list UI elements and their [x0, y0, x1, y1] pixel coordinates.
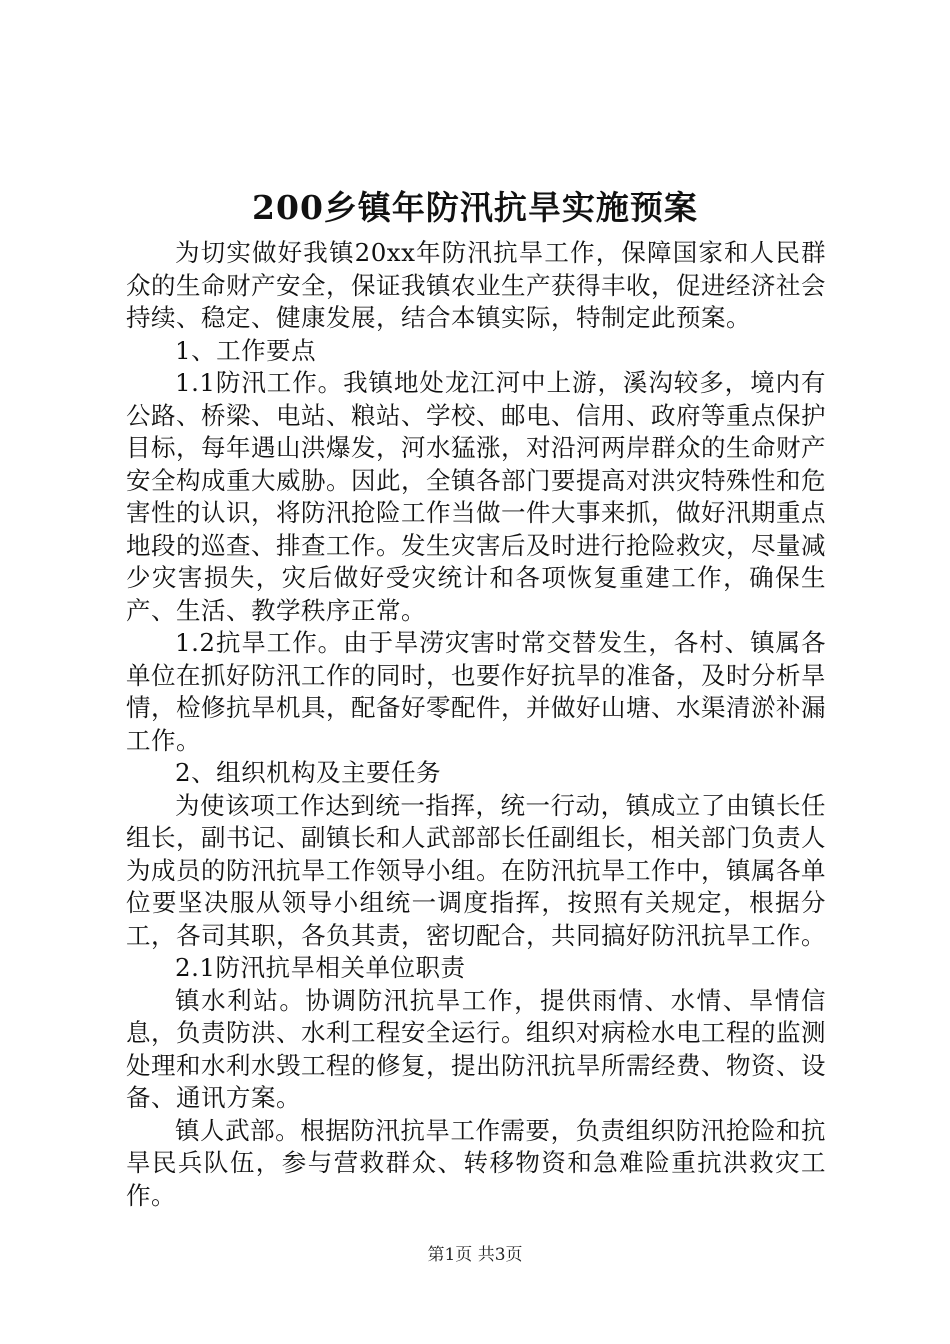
section-heading-organization: 2、组织机构及主要任务 — [175, 758, 442, 787]
paragraph-intro: 为切实做好我镇20xx年防汛抗旱工作，保障国家和人民群众的生命财产安全，保证我镇农业生产获得丰收，促进经济社会持续、稳定、健康发展，结合本镇实际，特制定此预案。 — [126, 238, 826, 332]
page-footer: 第1页 共3页 — [427, 1245, 523, 1265]
document-title: 200乡镇年防汛抗旱实施预案 — [252, 188, 698, 227]
document-body — [126, 237, 826, 1212]
paragraph-organization: 为使该项工作达到统一指挥，统一行动，镇成立了由镇长任组长，副书记、副镇长和人武部部长任副组长，相关部门负责人为成员的防汛抗旱工作领导小组。在防汛抗旱工作中，镇属各单位要坚决服从领导小组统一调度指挥，按照有关规定，根据分工，各司其职，各负其责，密切配合，共同搞好防汛抗旱工作。 — [126, 790, 826, 950]
section-heading-unit-duties: 2.1防汛抗旱相关单位职责 — [175, 953, 466, 982]
paragraph-drought-work: 1.2抗旱工作。由于旱涝灾害时常交替发生，各村、镇属各单位在抓好防汛工作的同时，也要作好抗旱的准备，及时分析旱情，检修抗旱机具，配备好零配件，并做好山塘、水渠清淤补漏工作。 — [126, 628, 826, 755]
section-heading-work-points: 1、工作要点 — [175, 335, 317, 365]
paragraph-water-station: 镇水利站。协调防汛抗旱工作，提供雨情、水情、旱情信息，负责防洪、水利工程安全运行。组织对病检水电工程的监测处理和水利水毁工程的修复，提出防汛抗旱所需经费、物资、设备、通讯方案。 — [126, 985, 826, 1112]
paragraph-flood-work: 1.1防汛工作。我镇地处龙江河中上游，溪沟较多，境内有公路、桥梁、电站、粮站、学校、邮电、信用、政府等重点保护目标，每年遇山洪爆发，河水猛涨，对沿河两岸群众的生命财产安全构成重大威胁。因此，全镇各部门要提高对洪灾特殊性和危害性的认识，将防汛抢险工作当做一件大事来抓，做好汛期重点地段的巡查、排查工作。发生灾害后及时进行抢险救灾，尽量减少灾害损失，灾后做好受灾统计和各项恢复重建工作，确保生产、生活、教学秩序正常。 — [126, 368, 826, 625]
paragraph-armed-forces: 镇人武部。根据防汛抗旱工作需要，负责组织防汛抢险和抗旱民兵队伍，参与营救群众、转移物资和急难险重抗洪救灾工作。 — [126, 1115, 826, 1210]
